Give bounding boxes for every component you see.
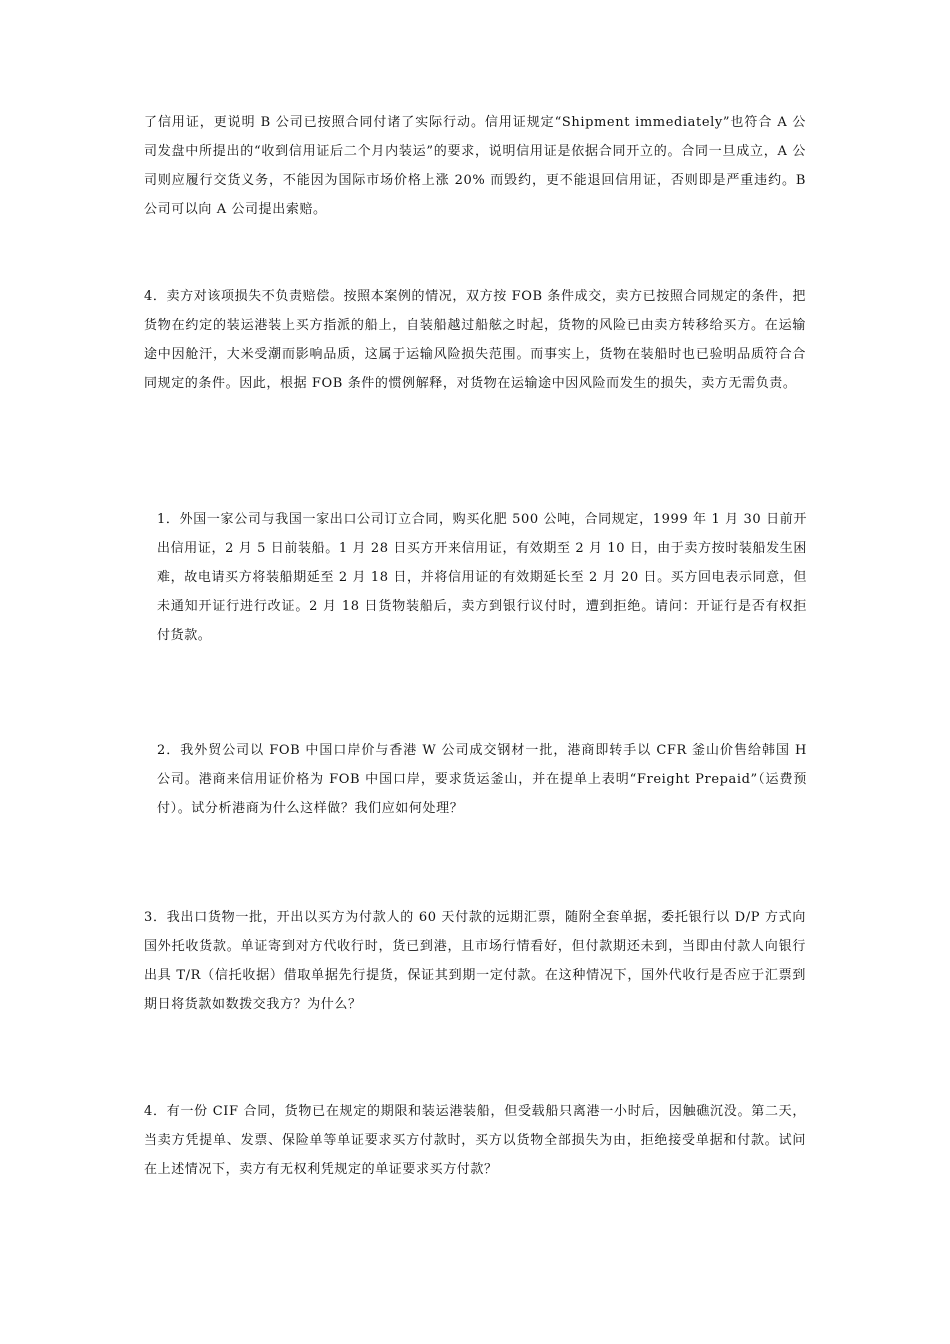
case-question-3: 3．我出口货物一批，开出以买方为付款人的 60 天付款的远期汇票，随附全套单据，委托银行以 D/P 方式向国外托收货款。单证寄到对方代收行时，货已到港，且市场行情看好，但付款期还未到，当即由付款人向银行出具 T/R（信托收据）借取单据先行提货，保证其到期一定付款。在这种情况下，国外代收行是否应于汇票到期日将货款如数拨交我方？为什么？ bbox=[144, 910, 806, 1012]
answer-4: 4．卖方对该项损失不负责赔偿。按照本案例的情况，双方按 FOB 条件成交，卖方已按照合同规定的条件，把货物在约定的装运港装上买方指派的船上，自装船越过船舷之时起，货物的风险已由卖方转移给买方。在运输途中因舱汗，大米受潮而影响品质，这属于运输风险损失范围。而事实上，货物在装船时也已验明品质符合合同规定的条件。因此，根据 FOB 条件的惯例解释，对货物在运输途中因风险而发生的损失，卖方无需负责。 bbox=[144, 289, 806, 391]
answer-3-continuation: 了信用证，更说明 B 公司已按照合同付诸了实际行动。信用证规定“Shipment immediately”也符合 A 公司发盘中所提出的“收到信用证后二个月内装运”的要求，说明信用证是依据合同开立的。合同一旦成立，A 公司则应履行交货义务，不能因为国际市场价格上涨 20% 而毁约，更不能退回信用证，否则即是严重违约。B 公司可以向 A 公司提出索赔。 bbox=[144, 115, 806, 217]
case-question-4: 4．有一份 CIF 合同，货物已在规定的期限和装运港装船，但受载船只离港一小时后，因触礁沉没。第二天，当卖方凭提单、发票、保险单等单证要求买方付款时，买方以货物全部损失为由，拒绝接受单据和付款。试问在上述情况下，卖方有无权利凭规定的单证要求买方付款？ bbox=[144, 1104, 806, 1177]
case-question-1: 1．外国一家公司与我国一家出口公司订立合同，购买化肥 500 公吨，合同规定，1999 年 1 月 30 日前开出信用证，2 月 5 日前装船。1 月 28 日买方开来信用证，有效期至 2 月 10 日，由于卖方按时装船发生困难，故电请买方将装船期延至 2 月 18 日，并将信用证的有效期延长至 2 月 20 日。买方回电表示同意，但未通知开证行进行改证。2 月 18 日货物装船后，卖方到银行议付时，遭到拒绝。请问：开证行是否有权拒付货款。 bbox=[157, 512, 807, 643]
case-question-2: 2．我外贸公司以 FOB 中国口岸价与香港 W 公司成交钢材一批，港商即转手以 CFR 釜山价售给韩国 H 公司。港商来信用证价格为 FOB 中国口岸，要求货运釜山，并在提单上表明“Freight Prepaid”（运费预付）。试分析港商为什么这样做？我们应如何处理？ bbox=[157, 743, 807, 816]
